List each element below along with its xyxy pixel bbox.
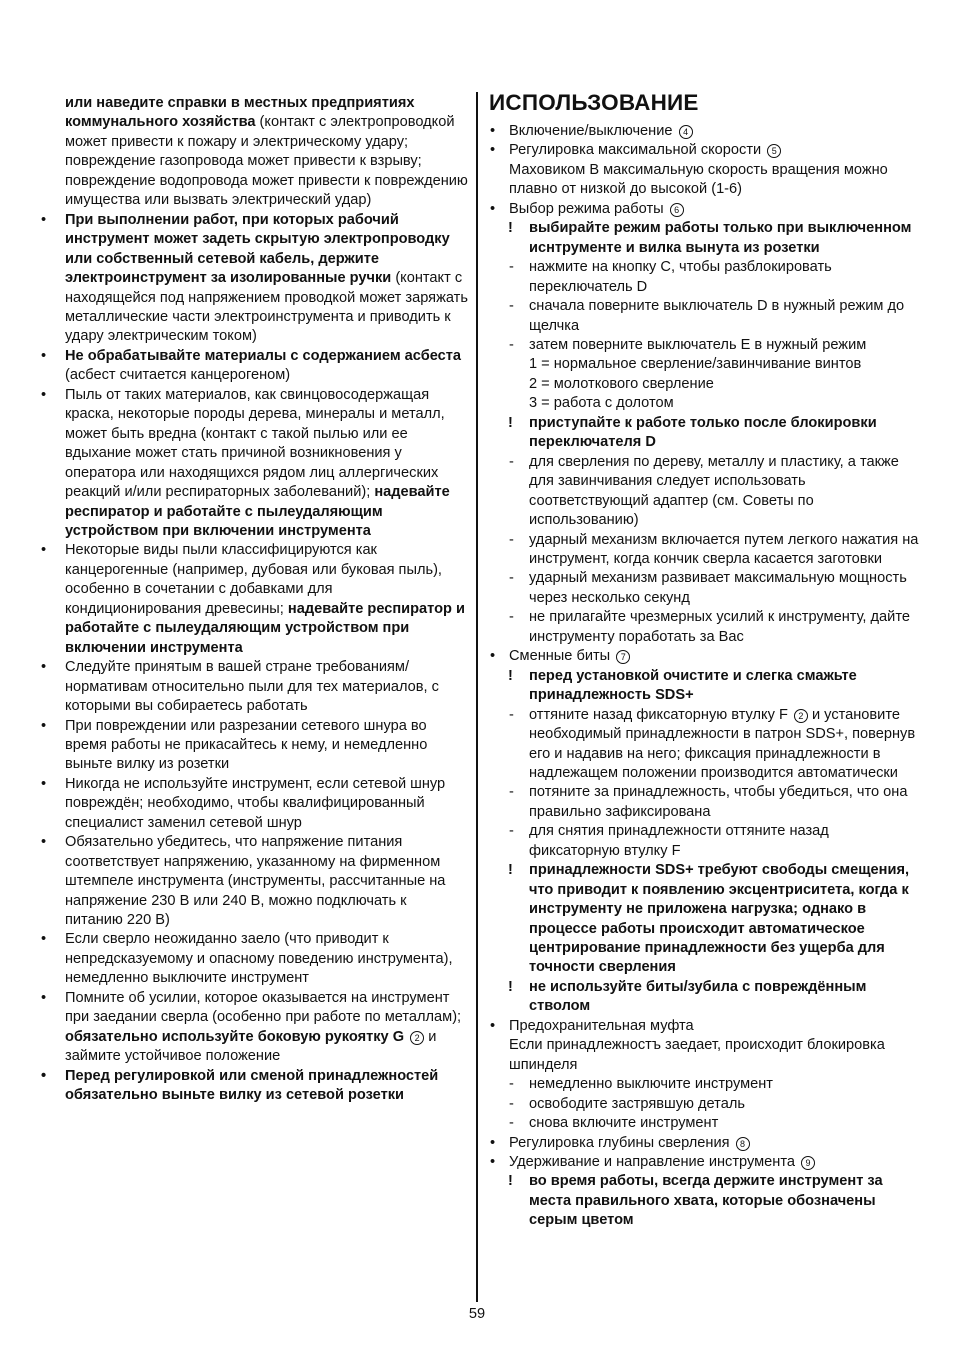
list-item: • Обязательно убедитесь, что напряжение питания соответствует напряжению, указанному на фирменном штемпеле инструмента (инструменты, рассчитанные на напряжение 230 В или 240 В, можно подключать к питанию 220 В) (41, 834, 446, 929)
figure-ref-badge: 2 (794, 709, 808, 723)
figure-ref-badge: 8 (736, 1137, 750, 1151)
left-column (40, 94, 468, 1106)
figure-ref-badge: 2 (410, 1031, 424, 1045)
figure-ref-badge: 6 (670, 203, 684, 217)
usage-list (489, 122, 919, 1231)
dash-line: - для снятия принадлежности оттяните назад фиксаторную втулку F (509, 823, 829, 859)
list-item: • При выполнении работ, при которых рабочий инструмент может задеть скрытую электропроводку или собственный сетевой кабель, держите электроинструмент за изолированные ручки (контакт с находящейся под напряжением проводкой может заряжать металлические части электроинструмента и приводить к удару электрическим током) (41, 211, 468, 345)
list-item: • При повреждении или разрезании сетевого шнура во время работы не прикасайтесь к нему, и немедленно выньте вилку из розетки (41, 717, 428, 773)
mode-line: 1 = нормальное сверление/завинчивание винтов (529, 356, 862, 373)
list-item: • Если сверло неожиданно заело (что приводит к непредсказуемому и опасному поведению инструмента), немедленно выключите инструмент (41, 931, 453, 987)
dash-line: - нажмите на кнопку C, чтобы разблокировать переключатель D (509, 259, 832, 295)
dash-line: - освободите застрявшую деталь (509, 1095, 745, 1112)
dash-line: - ударный механизм включается путем легкого нажатия на инструмент, когда кончик сверла касается заготовки (509, 531, 919, 567)
list-item: • Не обрабатывайте материалы с содержанием асбеста (асбест считается канцерогеном) (41, 347, 462, 384)
dash-line: - немедленно выключите инструмент (509, 1076, 773, 1093)
safety-list (40, 211, 468, 1106)
dash-line: - ударный механизм развивает максимальную мощность через несколько секунд (509, 570, 907, 606)
list-item-depth: • Регулировка глубины сверления 8 (489, 1134, 919, 1153)
list-item: • Следуйте принятым в вашей стране требованиям/ нормативам относительно пыли для тех материалов, с которыми вы собираетесь работать (41, 659, 439, 715)
page-number: 59 (468, 1306, 486, 1322)
section-heading: ИСПОЛЬЗОВАНИЕ (489, 90, 699, 115)
dash-line: - оттяните назад фиксаторную втулку F 2 и установите необходимый принадлежности в патрон SDS+, повернув его и надавив на него; фиксация принадлежности в надлежащем положении производится автоматически (509, 706, 916, 781)
list-item-onoff: • Включение/выключение 4 (489, 122, 919, 141)
dash-line: - не прилагайте чрезмерных усилий к инструменту, дайте инструменту поработать за Вас (509, 609, 910, 645)
mode-line: 3 = работа с долотом (529, 395, 674, 412)
list-item-speed: • Регулировка максимальной скорости 5 Маховиком B максимальную скорость вращения можно плавно от низкой до высокой (1-6) (490, 142, 888, 198)
dash-line: - для сверления по дереву, металлу и пластику, а также для завинчивания следует использовать соответствующий адаптер (см. Советы по использованию) (509, 453, 899, 529)
warning-line: ! принадлежности SDS+ требуют свободы смещения, что приводит к появлению эксцентриситета, когда к инструменту не приложена нагрузка; однако в процессе работы происходит автоматическое центрирование принадлежности без ущерба для точности сверления (508, 862, 910, 976)
list-item-hold: • Удерживание и направление инструмента 9 (489, 1153, 919, 1172)
warning-line: ! перед установкой очистите и слегка смажьте принадлежность SDS+ (508, 667, 857, 704)
warning-line: ! выбирайте режим работы только при выключенном иснтрументе и вилка вынута из розетки (508, 220, 912, 256)
mode-line: 2 = молоткового сверление (529, 375, 714, 392)
figure-ref-badge: 4 (679, 125, 693, 139)
warning-line: ! приступайте к работе только после блокировки переключателя D (508, 414, 877, 451)
list-item: • Помните об усилии, которое оказывается на инструмент при заедании сверла (особенно при работе по металлам); обязательно используйте боковую рукоятку G 2 и займите устойчивое положение (41, 989, 462, 1065)
dash-line: - сначала поверните выключатель D в нужный режим до щелчка (509, 298, 905, 334)
list-item-bits: • Сменные биты 7 (489, 647, 919, 666)
figure-ref-badge: 5 (767, 144, 781, 158)
dash-line: - затем поверните выключатель E в нужный режим (509, 336, 867, 353)
list-item-mode: • Выбор режима работы 6 (489, 200, 919, 219)
warning-line: ! во время работы, всегда держите инструмент за места правильного хвата, которые обозначены серым цветом (508, 1173, 883, 1229)
right-column (489, 90, 919, 1231)
dash-line: - снова включите инструмент (509, 1115, 719, 1132)
list-item: • Перед регулировкой или сменой принадлежностей обязательно выньте вилку из сетевой розетки (41, 1067, 439, 1104)
list-item: • Пыль от таких материалов, как свинцовосодержащая краска, некоторые породы дерева, минералы и металл, может быть вредна (контакт с такой пылью или ее вдыхание может стать причиной возникновения у оператора или находящихся рядом лиц аллергических реакций и/или респираторных заболеваний); надевайте респиратор и работайте с пылеудаляющим устройством при включении инструмента (41, 386, 450, 539)
list-item: • Некоторые виды пыли классифицируются как канцерогенные (например, дубовая или буковая пыль), особенно в сочетании с добавками для кондиционирования древесины; надевайте респиратор и работайте с пылеудаляющим устройством при включении инструмента (41, 542, 465, 656)
dash-line: - потяните за принадлежность, чтобы убедиться, что она правильно зафиксирована (509, 784, 908, 820)
column-divider (476, 92, 478, 1302)
warning-line: ! не используйте биты/зубила с повреждённым стволом (508, 978, 867, 1015)
list-item: • Никогда не используйте инструмент, если сетевой шнур повреждён; необходимо, чтобы квалифицированный специалист заменил сетевой шнур (41, 775, 446, 831)
intro-paragraph: или наведите справки в местных предприятиях коммунального хозяйства (контакт с электропроводкой может привести к пожару и электрическому удару; повреждение газопровода может привести к взрыву; повреждение водопровода может привести к повреждению имущества или вызвать электрический удар) (65, 95, 468, 209)
figure-ref-badge: 7 (616, 650, 630, 664)
list-item-clutch: • Предохранительная муфта Если принадлежностъ заедает, происходит блокировка шпинделя (490, 1017, 885, 1073)
figure-ref-badge: 9 (801, 1156, 815, 1170)
